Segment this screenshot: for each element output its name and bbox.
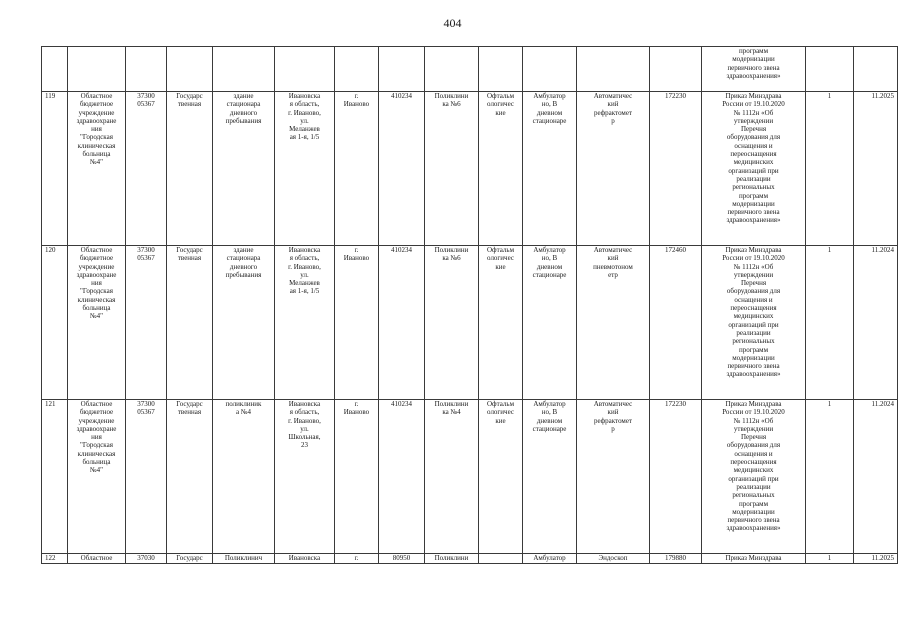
- cell-quantity: 1: [806, 554, 854, 564]
- cell-ownership-form: Государс: [167, 554, 213, 564]
- cell-empty: [425, 47, 479, 92]
- equipment-registry-table: [41, 46, 898, 564]
- cell-unit: Поликлини ка №6: [425, 246, 479, 400]
- cell-city: г. Иваново: [335, 400, 379, 554]
- cell-empty: [379, 47, 425, 92]
- cell-city: г. Иваново: [335, 246, 379, 400]
- cell-oktmo: 410234: [379, 246, 425, 400]
- table-row: [42, 400, 898, 554]
- cell-basis: Приказ Минздрава: [702, 554, 806, 564]
- cell-empty: [854, 47, 898, 92]
- cell-organization: Областное бюджетное учреждение здравоохране ния "Городская клиническая больница №4": [68, 400, 126, 554]
- cell-care-condition: Амбулатор но, В дневном стационаре: [523, 92, 577, 246]
- cell-care-condition: Амбулатор но, В дневном стационаре: [523, 400, 577, 554]
- cell-device-name: Автоматичес кий рефрактомет р: [577, 400, 650, 554]
- cell-device-code: 172230: [650, 400, 702, 554]
- cell-date: 11.2025: [854, 92, 898, 246]
- cell-basis: Приказ Минздрава России от 19.10.2020 № 1112н «Об утверждении Перечня оборудования для оснащения и переоснащения медицинских организаций при реализации региональных программ модернизации первичного звена здравоохранения»: [702, 92, 806, 246]
- cell-oktmo: 80950: [379, 554, 425, 564]
- cell-basis: Приказ Минздрава России от 19.10.2020 № 1112н «Об утверждении Перечня оборудования для оснащения и переоснащения медицинских организаций при реализации региональных программ модернизации первичного звена здравоохранения»: [702, 400, 806, 554]
- cell-quantity: 1: [806, 92, 854, 246]
- cell-empty: [650, 47, 702, 92]
- cell-empty: [806, 47, 854, 92]
- table-row-continuation: [42, 47, 898, 92]
- cell-organization: Областное: [68, 554, 126, 564]
- cell-city: г. Иваново: [335, 92, 379, 246]
- cell-building: здание стационара дневного пребывания: [213, 246, 275, 400]
- cell-row-number: 121: [42, 400, 68, 554]
- cell-profile: Офтальм ологичес кие: [479, 92, 523, 246]
- cell-device-name: Автоматичес кий пневмотоном етр: [577, 246, 650, 400]
- cell-date: 11.2024: [854, 246, 898, 400]
- cell-unit: Поликлини: [425, 554, 479, 564]
- cell-city: г.: [335, 554, 379, 564]
- cell-care-condition: Амбулатор но, В дневном стационаре: [523, 246, 577, 400]
- cell-ownership-form: Государс твенная: [167, 400, 213, 554]
- cell-basis: Приказ Минздрава России от 19.10.2020 № 1112н «Об утверждении Перечня оборудования для оснащения и переоснащения медицинских организаций при реализации региональных программ модернизации первичного звена здравоохранения»: [702, 246, 806, 400]
- cell-row-number: 122: [42, 554, 68, 564]
- cell-organization: Областное бюджетное учреждение здравоохране ния "Городская клиническая больница №4": [68, 246, 126, 400]
- cell-empty: [213, 47, 275, 92]
- cell-ownership-form: Государс твенная: [167, 92, 213, 246]
- cell-date: 11.2025: [854, 554, 898, 564]
- cell-empty: [479, 47, 523, 92]
- cell-profile: Офтальм ологичес кие: [479, 400, 523, 554]
- cell-basis-continued: программ модернизации первичного звена здравоохранения»: [702, 47, 806, 92]
- cell-profile: [479, 554, 523, 564]
- table-row: [42, 246, 898, 400]
- page-number: 404: [443, 16, 462, 30]
- cell-empty: [335, 47, 379, 92]
- cell-address: Ивановска я область, г. Иваново, ул. Меланжев ая 1-я, 1/5: [275, 92, 335, 246]
- cell-organization: Областное бюджетное учреждение здравоохране ния "Городская клиническая больница №4": [68, 92, 126, 246]
- cell-device-name: Эндоскоп: [577, 554, 650, 564]
- cell-device-code: 172460: [650, 246, 702, 400]
- cell-org-code: 37300 05367: [126, 92, 167, 246]
- cell-org-code: 37300 05367: [126, 246, 167, 400]
- cell-ownership-form: Государс твенная: [167, 246, 213, 400]
- cell-quantity: 1: [806, 400, 854, 554]
- cell-building: поликлиник а №4: [213, 400, 275, 554]
- cell-unit: Поликлини ка №6: [425, 92, 479, 246]
- cell-device-name: Автоматичес кий рефрактомет р: [577, 92, 650, 246]
- cell-unit: Поликлини ка №4: [425, 400, 479, 554]
- cell-quantity: 1: [806, 246, 854, 400]
- cell-building: Поликлинич: [213, 554, 275, 564]
- cell-empty: [42, 47, 68, 92]
- cell-org-code: 37030: [126, 554, 167, 564]
- table-row: [42, 554, 898, 564]
- table-row: [42, 92, 898, 246]
- cell-care-condition: Амбулатор: [523, 554, 577, 564]
- cell-empty: [275, 47, 335, 92]
- cell-row-number: 119: [42, 92, 68, 246]
- cell-address: Ивановска я область, г. Иваново, ул. Школьная, 23: [275, 400, 335, 554]
- cell-device-code: 179880: [650, 554, 702, 564]
- cell-org-code: 37300 05367: [126, 400, 167, 554]
- cell-empty: [577, 47, 650, 92]
- cell-address: Ивановска я область, г. Иваново, ул. Меланжев ая 1-я, 1/5: [275, 246, 335, 400]
- cell-building: здание стационара дневного пребывания: [213, 92, 275, 246]
- cell-row-number: 120: [42, 246, 68, 400]
- cell-empty: [167, 47, 213, 92]
- cell-empty: [523, 47, 577, 92]
- cell-address: Ивановска: [275, 554, 335, 564]
- cell-empty: [126, 47, 167, 92]
- cell-oktmo: 410234: [379, 92, 425, 246]
- cell-date: 11.2024: [854, 400, 898, 554]
- cell-empty: [68, 47, 126, 92]
- cell-oktmo: 410234: [379, 400, 425, 554]
- cell-profile: Офтальм ологичес кие: [479, 246, 523, 400]
- cell-device-code: 172230: [650, 92, 702, 246]
